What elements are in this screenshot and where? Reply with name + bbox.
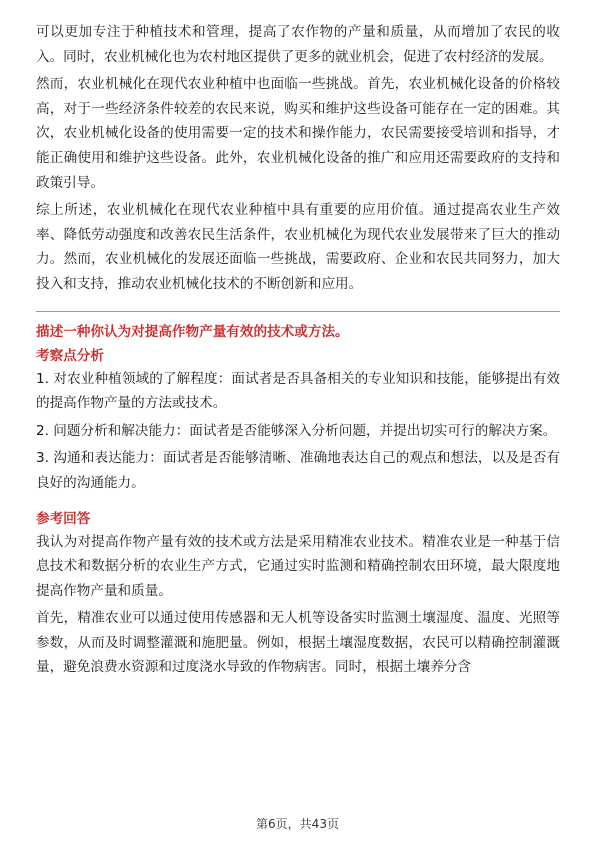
intro-paragraph-2: 然而，农业机械化在现代农业种植中也面临一些挑战。首先，农业机械化设备的价格较高，对于一些经济条件较差的农民来说，购买和维护这些设备可能存在一定的困难。其次，农业机械化设备的使用需要一定的技术和操作能力，农民需要接受培训和指导，才能正确使用和维护这些设备。此外，农业机械化设备的推广和应用还需要政府的支持和政策引导。: [36, 76, 560, 191]
section-divider: [36, 311, 560, 312]
analysis-point-3: 3. 沟通和表达能力：面试者是否能够清晰、准确地表达自己的观点和想法，以及是否有良好的沟通能力。: [36, 450, 560, 491]
answer-paragraph-2: 首先，精准农业可以通过使用传感器和无人机等设备实时监测土壤湿度、温度、光照等参数，从而及时调整灌溉和施肥量。例如，根据土壤湿度数据，农民可以精确控制灌溉量，避免浪费水资源和过度浇水导致的作物病害。同时，根据土壤养分含: [36, 610, 560, 676]
intro-paragraph-3: 综上所述，农业机械化在现代农业种植中具有重要的应用价值。通过提高农业生产效率、降低劳动强度和改善农民生活条件，农业机械化为现代农业发展带来了巨大的推动力。然而，农业机械化的发展还面临一些挑战，需要政府、企业和农民共同努力，加大投入和支持，推动农业机械化技术的不断创新和应用。: [36, 202, 560, 292]
answer-heading: 参考回答: [36, 510, 91, 527]
intro-paragraph-1: 可以更加专注于种植技术和管理，提高了农作物的产量和质量，从而增加了农民的收入。同时，农业机械化也为农村地区提供了更多的就业机会，促进了农村经济的发展。: [36, 24, 560, 65]
analysis-heading: 考察点分析: [36, 347, 104, 364]
analysis-point-1: 1. 对农业种植领域的了解程度：面试者是否具备相关的专业知识和技能，能够提出有效的提高作物产量的方法或技术。: [36, 370, 560, 412]
question-title: 描述一种你认为对提高作物产量有效的技术或方法。: [36, 323, 349, 340]
page-number-footer: 第6页，共43页: [256, 817, 339, 831]
document-page: [36, 20, 560, 680]
answer-paragraph-1: 我认为对提高作物产量有效的技术或方法是采用精准农业技术。精准农业是一种基于信息技术和数据分析的农业生产方式，它通过实时监测和精确控制农田环境，最大限度地提高作物产量和质量。: [36, 533, 560, 599]
analysis-point-2: 2. 问题分析和解决能力：面试者是否能够深入分析问题，并提出切实可行的解决方案。: [36, 422, 557, 439]
